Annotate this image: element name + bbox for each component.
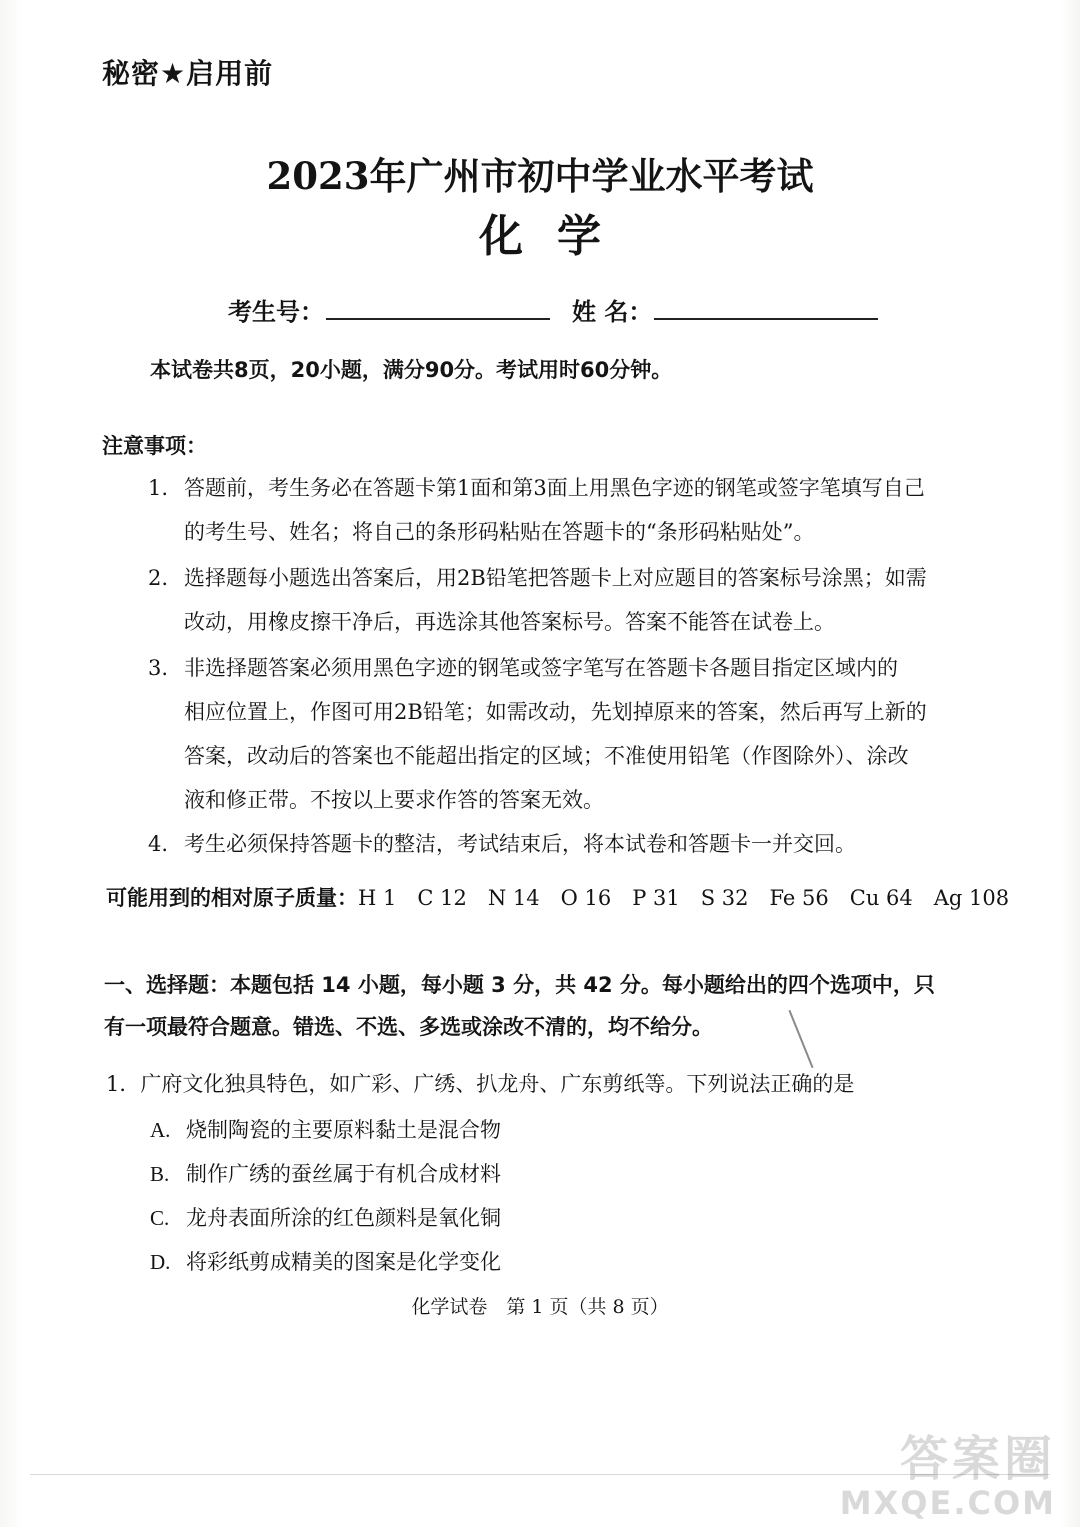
option-text: 烧制陶瓷的主要原料黏土是混合物 [186,1118,501,1142]
notice-line: 改动，用橡皮擦干净后，再选涂其他答案标号。答案不能答在试卷上。 [184,610,835,634]
exam-info: 本试卷共8页，20小题，满分90分。考试用时60分钟。 [150,358,673,382]
notice-number: 2. [148,566,169,590]
question-option [150,1114,501,1144]
option-letter: D. [150,1250,171,1274]
watermark-logo [840,1433,1056,1521]
page-footer: 化学试卷 第 1 页（共 8 页） [411,1296,669,1318]
option-text: 制作广绣的蚕丝属于有机合成材料 [186,1162,501,1186]
watermark-site: MXQE.COM [839,1484,1056,1522]
notice-line: 答案，改动后的答案也不能超出指定的区域；不准使用铅笔（作图除外）、涂改 [184,744,909,768]
notice-number: 3. [148,656,169,680]
question-stem: 1．广府文化独具特色，如广彩、广绣、扒龙舟、广东剪纸等。下列说法正确的是 [106,1072,855,1096]
section-line: 有一项最符合题意。错选、不选、多选或涂改不清的，均不给分。 [104,1015,713,1039]
question-option [150,1246,501,1276]
notice-line: 考生必须保持答题卡的整洁，考试结束后，将本试卷和答题卡一并交回。 [184,832,856,856]
exam-title: 2023年广州市初中学业水平考试 [266,154,814,198]
subject-title: 化学 [479,211,635,262]
option-letter: A. [150,1118,171,1142]
watermark-text: 答案圈 [899,1431,1056,1487]
question-option [150,1158,501,1188]
option-letter: C. [150,1206,170,1230]
section-heading [104,964,990,1048]
candidate-number-label: 考生号： [228,298,324,326]
notice-text [184,646,1022,822]
notice-text [184,556,1022,644]
candidate-number-field[interactable] [326,318,550,320]
candidate-name-label: 姓 名： [572,298,653,326]
notice-line: 非选择题答案必须用黑色字迹的钢笔或签字笔写在答题卡各题目指定区域内的 [184,656,898,680]
notice-number: 1. [148,476,169,500]
option-text: 将彩纸剪成精美的图案是化学变化 [186,1250,501,1274]
notice-line: 答题前，考生务必在答题卡第1面和第3面上用黑色字迹的钢笔或签字笔填写自己 [184,476,925,500]
option-text: 龙舟表面所涂的红色颜料是氧化铜 [186,1206,501,1230]
candidate-name-field[interactable] [654,318,878,320]
notice-number: 4. [148,832,169,856]
notice-line: 相应位置上，作图可用2B铅笔；如需改动，先划掉原来的答案，然后再写上新的 [184,700,927,724]
notice-heading: 注意事项： [102,434,207,458]
section-line: 一、选择题：本题包括 14 小题，每小题 3 分，共 42 分。每小题给出的四个选项中，只 [104,973,935,997]
atomic-masses-label: 可能用到的相对原子质量： [106,886,358,910]
notice-line: 的考生号、姓名；将自己的条形码粘贴在答题卡的“条形码粘贴处”。 [184,520,815,544]
atomic-masses-values: H 1 C 12 N 14 O 16 P 31 S 32 Fe 56 Cu 64 Ag 108 [358,886,1010,910]
option-letter: B. [150,1162,170,1186]
notice-text [184,822,1022,866]
question-option [150,1202,501,1232]
notice-line: 液和修正带。不按以上要求作答的答案无效。 [184,788,604,812]
confidential-label: 秘密★启用前 [102,57,274,90]
notice-text [184,466,1022,554]
notice-line: 选择题每小题选出答案后，用2B铅笔把答题卡上对应题目的答案标号涂黑；如需 [184,566,927,590]
atomic-masses [106,882,1009,912]
